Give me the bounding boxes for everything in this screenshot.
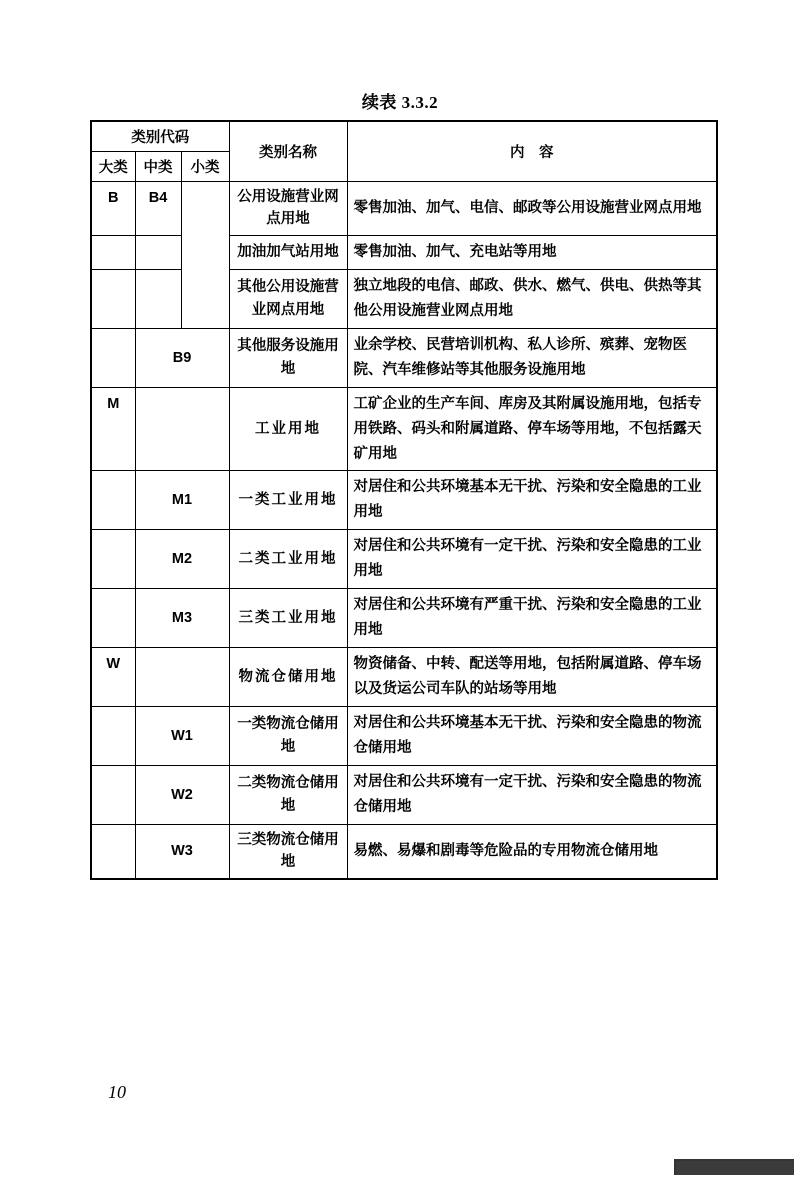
major-class-code bbox=[91, 589, 135, 648]
major-class-code: W bbox=[91, 648, 135, 707]
middle-class-code: B9 bbox=[135, 328, 229, 387]
table-row bbox=[91, 706, 717, 765]
major-class-code bbox=[91, 765, 135, 824]
category-content: 对居住和公共环境有严重干扰、污染和安全隐患的工业用地 bbox=[347, 589, 717, 648]
category-content: 易燃、易爆和剧毒等危险品的专用物流仓储用地 bbox=[347, 824, 717, 878]
header-minor-class: 小类 bbox=[181, 152, 229, 182]
middle-class-code: W1 bbox=[135, 706, 229, 765]
middle-class-code: M1 bbox=[135, 471, 229, 530]
middle-class-code: M3 bbox=[135, 589, 229, 648]
category-content: 对居住和公共环境有一定干扰、污染和安全隐患的工业用地 bbox=[347, 530, 717, 589]
category-content: 零售加油、加气、充电站等用地 bbox=[347, 235, 717, 269]
middle-class-code bbox=[135, 235, 181, 269]
category-content: 对居住和公共环境基本无干扰、污染和安全隐患的物流仓储用地 bbox=[347, 706, 717, 765]
major-class-code bbox=[91, 824, 135, 878]
major-class-code bbox=[91, 235, 135, 269]
land-use-classification-table bbox=[90, 120, 718, 880]
middle-class-code bbox=[135, 269, 181, 328]
table-header-row-1 bbox=[91, 121, 717, 152]
major-class-code bbox=[91, 530, 135, 589]
middle-class-code: W2 bbox=[135, 765, 229, 824]
category-name: 物流仓储用地 bbox=[229, 648, 347, 707]
category-name: 工业用地 bbox=[229, 387, 347, 471]
category-name: 其他公用设施营业网点用地 bbox=[229, 269, 347, 328]
header-category-name: 类别名称 bbox=[229, 121, 347, 182]
header-code-group: 类别代码 bbox=[91, 121, 229, 152]
category-name: 一类工业用地 bbox=[229, 471, 347, 530]
scan-artifact-mark bbox=[674, 1159, 794, 1175]
middle-class-code: M2 bbox=[135, 530, 229, 589]
table-row bbox=[91, 471, 717, 530]
major-class-code: M bbox=[91, 387, 135, 471]
header-content: 内 容 bbox=[347, 121, 717, 182]
category-name: 二类工业用地 bbox=[229, 530, 347, 589]
category-content: 对居住和公共环境基本无干扰、污染和安全隐患的工业用地 bbox=[347, 471, 717, 530]
table-row bbox=[91, 648, 717, 707]
category-name: 其他服务设施用地 bbox=[229, 328, 347, 387]
table-row bbox=[91, 387, 717, 471]
category-name: 二类物流仓储用地 bbox=[229, 765, 347, 824]
major-class-code bbox=[91, 471, 135, 530]
category-name: 加油加气站用地 bbox=[229, 235, 347, 269]
middle-class-code: W3 bbox=[135, 824, 229, 878]
middle-class-code: B4 bbox=[135, 182, 181, 236]
middle-class-code bbox=[135, 648, 229, 707]
category-content: 工矿企业的生产车间、库房及其附属设施用地，包括专用铁路、码头和附属道路、停车场等用地，不包括露天矿用地 bbox=[347, 387, 717, 471]
category-content: 对居住和公共环境有一定干扰、污染和安全隐患的物流仓储用地 bbox=[347, 765, 717, 824]
category-name: 一类物流仓储用地 bbox=[229, 706, 347, 765]
table-row bbox=[91, 328, 717, 387]
category-content: 独立地段的电信、邮政、供水、燃气、供电、供热等其他公用设施营业网点用地 bbox=[347, 269, 717, 328]
header-major-class: 大类 bbox=[91, 152, 135, 182]
header-middle-class: 中类 bbox=[135, 152, 181, 182]
category-name: 三类物流仓储用地 bbox=[229, 824, 347, 878]
minor-class-code-spacer bbox=[181, 182, 229, 329]
major-class-code: B bbox=[91, 182, 135, 236]
major-class-code bbox=[91, 706, 135, 765]
major-class-code bbox=[91, 328, 135, 387]
table-row bbox=[91, 765, 717, 824]
page-title: 续表 3.3.2 bbox=[361, 93, 439, 112]
page-number: 10 bbox=[108, 1082, 126, 1102]
category-content: 业余学校、民营培训机构、私人诊所、殡葬、宠物医院、汽车维修站等其他服务设施用地 bbox=[347, 328, 717, 387]
category-name: 三类工业用地 bbox=[229, 589, 347, 648]
category-content: 零售加油、加气、电信、邮政等公用设施营业网点用地 bbox=[347, 182, 717, 236]
table-row bbox=[91, 824, 717, 878]
middle-class-code bbox=[135, 387, 229, 471]
major-class-code bbox=[91, 269, 135, 328]
table-row bbox=[91, 589, 717, 648]
category-name: 公用设施营业网点用地 bbox=[229, 182, 347, 236]
category-content: 物资储备、中转、配送等用地，包括附属道路、停车场以及货运公司车队的站场等用地 bbox=[347, 648, 717, 707]
table-row bbox=[91, 530, 717, 589]
table-row bbox=[91, 182, 717, 236]
